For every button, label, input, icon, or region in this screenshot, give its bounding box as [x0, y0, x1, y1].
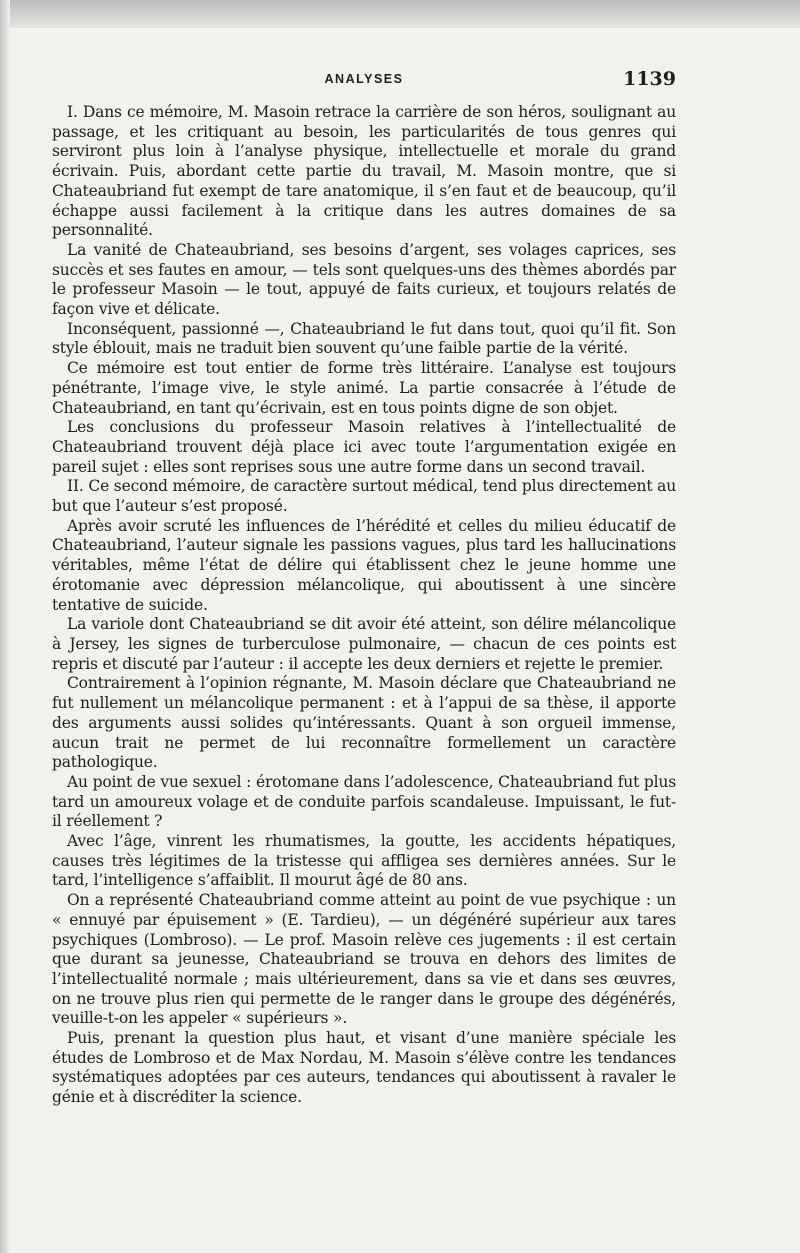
scan-left-shadow [0, 0, 10, 1253]
paragraph-11: Avec l’âge, vinrent les rhumatismes, la goutte, les accidents hépatiques, causes très légitimes de la tristesse qui affligea ses dernières années. Sur le tard, l’intelligence s’affaiblit. Il mourut âgé de 80 ans. [52, 832, 676, 890]
paragraph-3: Inconséquent, passionné —, Chateaubriand le fut dans tout, quoi qu’il fit. Son style éblouit, mais ne traduit bien souvent qu’une faible partie de la vérité. [52, 319, 676, 358]
scan-top-shadow [0, 0, 800, 28]
paragraph-10: Au point de vue sexuel : érotomane dans l’adolescence, Chateaubriand fut plus tard un amoureux volage et de conduite parfois scandaleuse. Impuissant, le fut-il réellement ? [52, 772, 676, 831]
paragraph-1: I. Dans ce mémoire, M. Masoin retrace la carrière de son héros, soulignant au passage, et les critiquant au besoin, les particularités de tous genres qui serviront plus loin à l’analyse physique, intellectuelle et morale du grand écrivain. Puis, abordant cette partie du travail, M. Masoin montre, que si Chateaubriand fut exempt de tare anatomique, il s’en faut et de beaucoup, qu’il échappe aussi facilement à la critique dans les autres domaines de sa personnalité. [52, 103, 676, 240]
paragraph-6: II. Ce second mémoire, de caractère surtout médical, tend plus directement au but que l’auteur s’est proposé. [52, 477, 676, 516]
paragraph-12: On a représenté Chateaubriand comme atteint au point de vue psychique : un « ennuyé par épuisement » (E. Tardieu), — un dégénéré supérieur aux tares psychiques (Lombroso). — Le prof. Masoin relève ces jugements : il est certain que durant sa jeunesse, Chateaubriand se trouva en dehors des limites de l’intellectualité normale ; mais ultérieurement, dans sa vie et dans ses œuvres, on ne trouve plus rien qui permette de le ranger dans le groupe des dégénérés, veuille-t-on les appeler « supérieurs ». [52, 891, 676, 1028]
page-number: 1139 [623, 68, 676, 90]
paragraph-4: Ce mémoire est tout entier de forme très littéraire. L’analyse est toujours pénétrante, l’image vive, le style animé. La partie consacrée à l’étude de Chateaubriand, en tant qu’écrivain, est en tous points digne de son objet. [52, 359, 676, 417]
running-head: ANALYSES [324, 72, 404, 86]
paragraph-8: La variole dont Chateaubriand se dit avoir été atteint, son délire mélancolique à Jersey, les signes de turberculose pulmonaire, — chacun de ces points est repris et discuté par l’auteur : il accepte les deux derniers et rejette le premier. [52, 615, 676, 673]
paragraph-13: Puis, prenant la question plus haut, et visant d’une manière spéciale les études de Lombroso et de Max Nordau, M. Masoin s’élève contre les tendances systématiques adoptées par ces auteurs, tendances qui aboutissent à ravaler le génie et à discréditer la science. [52, 1029, 676, 1107]
paragraph-7: Après avoir scruté les influences de l’hérédité et celles du milieu éducatif de Chateaubriand, l’auteur signale les passions vagues, plus tard les hallucinations véritables, même l’état de délire qui établissent chez le jeune homme une érotomanie avec dépression mélancolique, qui aboutissent à une sincère tentative de suicide. [52, 516, 676, 614]
body-text [52, 103, 676, 1108]
page-header [52, 70, 676, 96]
paragraph-9: Contrairement à l’opinion régnante, M. Masoin déclare que Chateaubriand ne fut nullement un mélancolique permanent : et à l’appui de sa thèse, il apporte des arguments aussi solides qu’intéressants. Quant à son orgueil immense, aucun trait ne permet de lui reconnaître formellement un caractère pathologique. [52, 674, 676, 772]
paragraph-5: Les conclusions du professeur Masoin relatives à l’intellectualité de Chateaubriand trouvent déjà place ici avec toute l’argumentation exigée en pareil sujet : elles sont reprises sous une autre forme dans un second travail. [52, 418, 676, 476]
paragraph-2: La vanité de Chateaubriand, ses besoins d’argent, ses volages caprices, ses succès et ses fautes en amour, — tels sont quelques-uns des thèmes abordés par le professeur Masoin — le tout, appuyé de faits curieux, et toujours relatés de façon vive et délicate. [52, 240, 676, 319]
